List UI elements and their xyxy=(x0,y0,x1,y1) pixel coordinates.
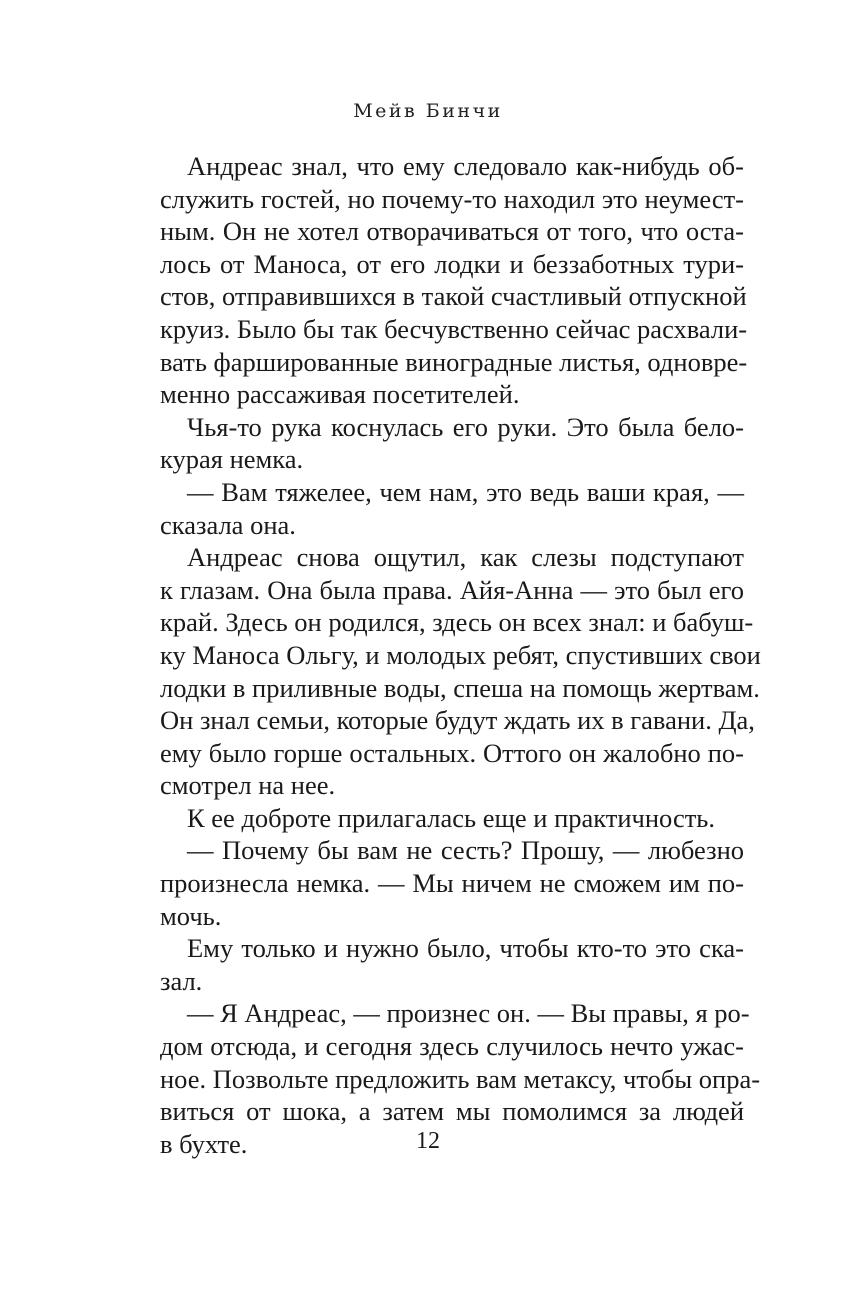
text-line: — Почему бы вам не сесть? Прошу, — любезно xyxy=(187,835,744,866)
text-line: ным. Он не хотел отворачиваться от того, что оста- xyxy=(160,216,744,247)
text-line: вать фаршированные виноградные листья, одновре- xyxy=(160,346,748,377)
text-line: виться от шока, а затем мы помолимся за людей xyxy=(160,1096,744,1127)
text-line: зал. xyxy=(160,965,203,996)
text-line: курая немка. xyxy=(160,444,304,475)
text-line: произнесла немка. — Мы ничем не сможем им по- xyxy=(160,868,744,899)
text-line: мочь. xyxy=(160,900,222,931)
text-line: служить гостей, но почему-то находил это неумест- xyxy=(160,183,744,214)
text-line: Ему только и нужно было, чтобы кто-то это ска- xyxy=(187,933,744,964)
text-line: стов, отправившихся в такой счастливый отпускной xyxy=(160,281,747,312)
text-line: К ее доброте прилагалась еще и практичность. xyxy=(187,802,716,833)
text-line: — Я Андреас, — произнес он. — Вы правы, я ро- xyxy=(187,998,750,1029)
text-line: дом отсюда, и сегодня здесь случилось нечто ужас- xyxy=(160,1031,744,1062)
text-line: менно рассаживая посетителей. xyxy=(160,379,520,410)
text-line: ку Маноса Ольгу, и молодых ребят, спустивших свои xyxy=(160,639,761,670)
text-line: круиз. Было бы так бесчувственно сейчас расхвали- xyxy=(160,313,748,344)
text-line: к глазам. Она была права. Айя-Анна — это был его xyxy=(160,574,744,605)
text-line: Он знал семьи, которые будут ждать их в гавани. Да, xyxy=(160,705,755,736)
text-line: сказала она. xyxy=(160,509,296,540)
text-line: Чья-то рука коснулась его руки. Это была бело- xyxy=(187,411,744,442)
text-line: край. Здесь он родился, здесь он всех знал: и бабуш- xyxy=(160,607,754,638)
text-line: — Вам тяжелее, чем нам, это ведь ваши края, — xyxy=(187,476,744,507)
text-line: лось от Маноса, от его лодки и беззаботных тури- xyxy=(160,248,744,279)
text-line: в бухте. xyxy=(160,1128,248,1159)
text-line: Андреас снова ощутил, как слезы подступают xyxy=(187,542,744,573)
text-line: Андреас знал, что ему следовало как-нибудь об- xyxy=(187,151,744,181)
text-line: ное. Позвольте предложить вам метаксу, чтобы опра- xyxy=(160,1063,761,1094)
text-line: лодки в приливные воды, спеша на помощь жертвам. xyxy=(160,672,760,703)
running-head: Мейв Бинчи xyxy=(353,100,503,122)
text-line: смотрел на нее. xyxy=(160,770,336,801)
body-text xyxy=(160,150,761,1160)
page-number: 12 xyxy=(416,1128,440,1154)
text-line: ему было горше остальных. Оттого он жалобно по- xyxy=(160,737,744,768)
